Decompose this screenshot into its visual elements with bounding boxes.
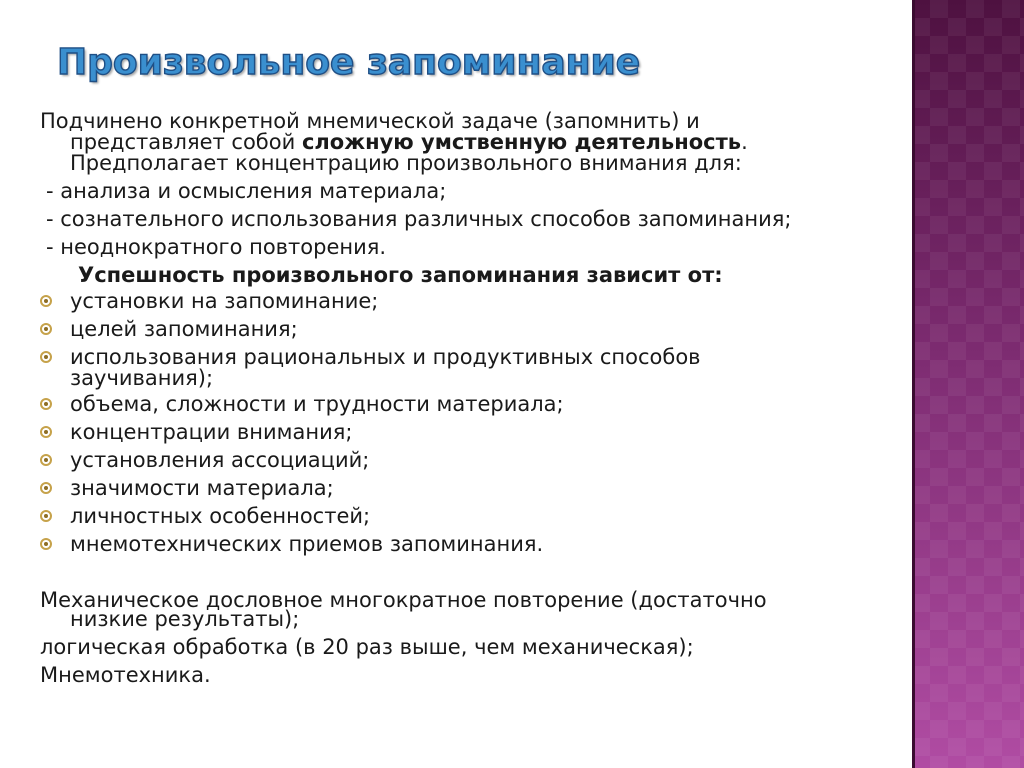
intro-line-2-text: представляет собой xyxy=(70,130,302,154)
circle-bullet-icon xyxy=(40,351,52,363)
circle-bullet-icon xyxy=(40,426,52,438)
factor-item: значимости материала; xyxy=(70,476,334,500)
purpose-item: - анализа и осмысления материала; xyxy=(46,179,447,203)
purpose-item: - сознательного использования различных способов запоминания; xyxy=(46,207,792,231)
factor-item: установки на запоминание; xyxy=(70,289,379,313)
factor-item: целей запоминания; xyxy=(70,317,298,341)
intro-line-2-period: . xyxy=(741,130,748,154)
purpose-item: - неоднократного повторения. xyxy=(46,235,387,259)
circle-bullet-icon xyxy=(40,295,52,307)
decorative-sidebar xyxy=(912,0,1024,768)
factor-item-continuation: заучивания); xyxy=(70,366,214,390)
factor-item: объема, сложности и трудности материала; xyxy=(70,392,564,416)
intro-line-1: Подчинено конкретной мнемической задаче (запомнить) и xyxy=(40,109,700,133)
intro-line-3: Предполагает концентрацию произвольного внимания для: xyxy=(70,151,742,175)
success-heading: Успешность произвольного запоминания зависит от: xyxy=(78,263,723,287)
factor-item: концентрации внимания; xyxy=(70,420,353,444)
circle-bullet-icon xyxy=(40,482,52,494)
methods-line-3: логическая обработка (в 20 раз выше, чем механическая); xyxy=(40,635,694,659)
methods-line-4: Мнемотехника. xyxy=(40,663,211,687)
sidebar-edge xyxy=(912,0,915,768)
factor-item: установления ассоциаций; xyxy=(70,448,370,472)
circle-bullet-icon xyxy=(40,323,52,335)
intro-bold-phrase: сложную умственную деятельность xyxy=(301,130,742,154)
factor-item: использования рациональных и продуктивных способов xyxy=(70,345,701,369)
slide-title: Произвольное запоминание xyxy=(57,42,641,83)
circle-bullet-icon xyxy=(40,398,52,410)
circle-bullet-icon xyxy=(40,510,52,522)
methods-line-1: Механическое дословное многократное повторение (достаточно xyxy=(40,588,767,612)
circle-bullet-icon xyxy=(40,454,52,466)
factor-item: мнемотехнических приемов запоминания. xyxy=(70,532,544,556)
circle-bullet-icon xyxy=(40,538,52,550)
factor-item: личностных особенностей; xyxy=(70,504,371,528)
methods-line-2: низкие результаты); xyxy=(70,607,300,631)
